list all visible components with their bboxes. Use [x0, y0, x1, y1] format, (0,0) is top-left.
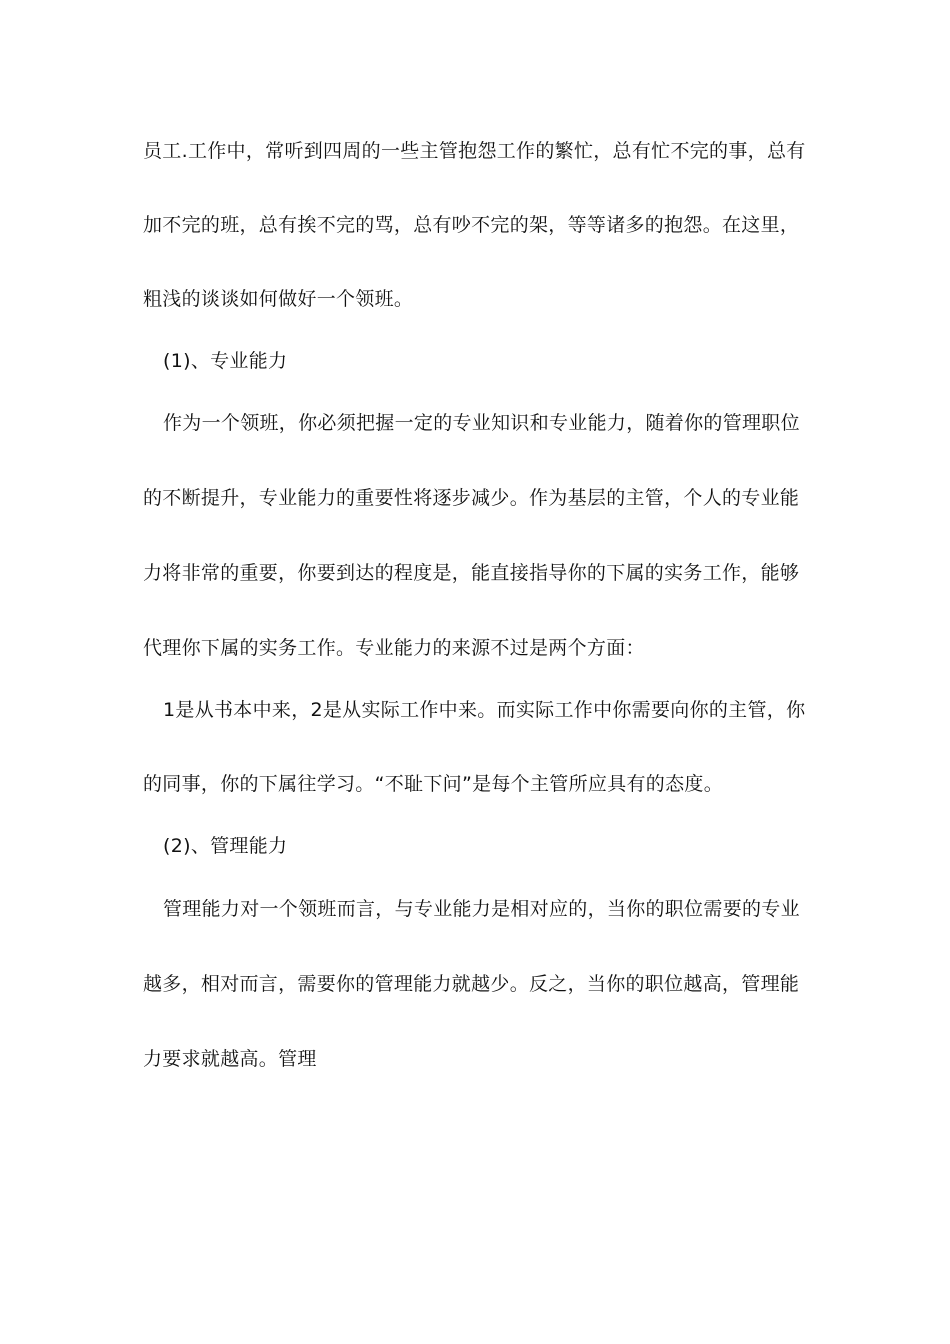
paragraph-line: 的不断提升，专业能力的重要性将逐步减少。作为基层的主管，个人的专业能 [143, 487, 800, 509]
paragraph-line: 加不完的班，总有挨不完的骂，总有吵不完的架，等等诸多的抱怨。在这里， [143, 214, 800, 236]
paragraph-line: 力将非常的重要，你要到达的程度是，能直接指导你的下属的实务工作，能够 [143, 562, 800, 584]
paragraph-line: 代理你下属的实务工作。专业能力的来源不过是两个方面： [143, 637, 645, 659]
paragraph-line: 越多，相对而言，需要你的管理能力就越少。反之，当你的职位越高，管理能 [143, 973, 800, 995]
paragraph-line: 1是从书本中来，2是从实际工作中来。而实际工作中你需要向你的主管，你 [163, 699, 806, 721]
paragraph-line: 力要求就越高。管理 [143, 1048, 317, 1070]
section-heading: (1)、专业能力 [163, 350, 288, 372]
paragraph-line: 粗浅的谈谈如何做好一个领班。 [143, 288, 414, 310]
section-heading: (2)、管理能力 [163, 835, 288, 857]
paragraph-line: 员工.工作中，常听到四周的一些主管抱怨工作的繁忙，总有忙不完的事，总有 [143, 140, 806, 162]
paragraph-line: 作为一个领班，你必须把握一定的专业知识和专业能力，随着你的管理职位 [163, 412, 800, 434]
paragraph-line: 管理能力对一个领班而言，与专业能力是相对应的，当你的职位需要的专业 [163, 898, 800, 920]
paragraph-line: 的同事，你的下属往学习。“不耻下问”是每个主管所应具有的态度。 [143, 773, 723, 795]
